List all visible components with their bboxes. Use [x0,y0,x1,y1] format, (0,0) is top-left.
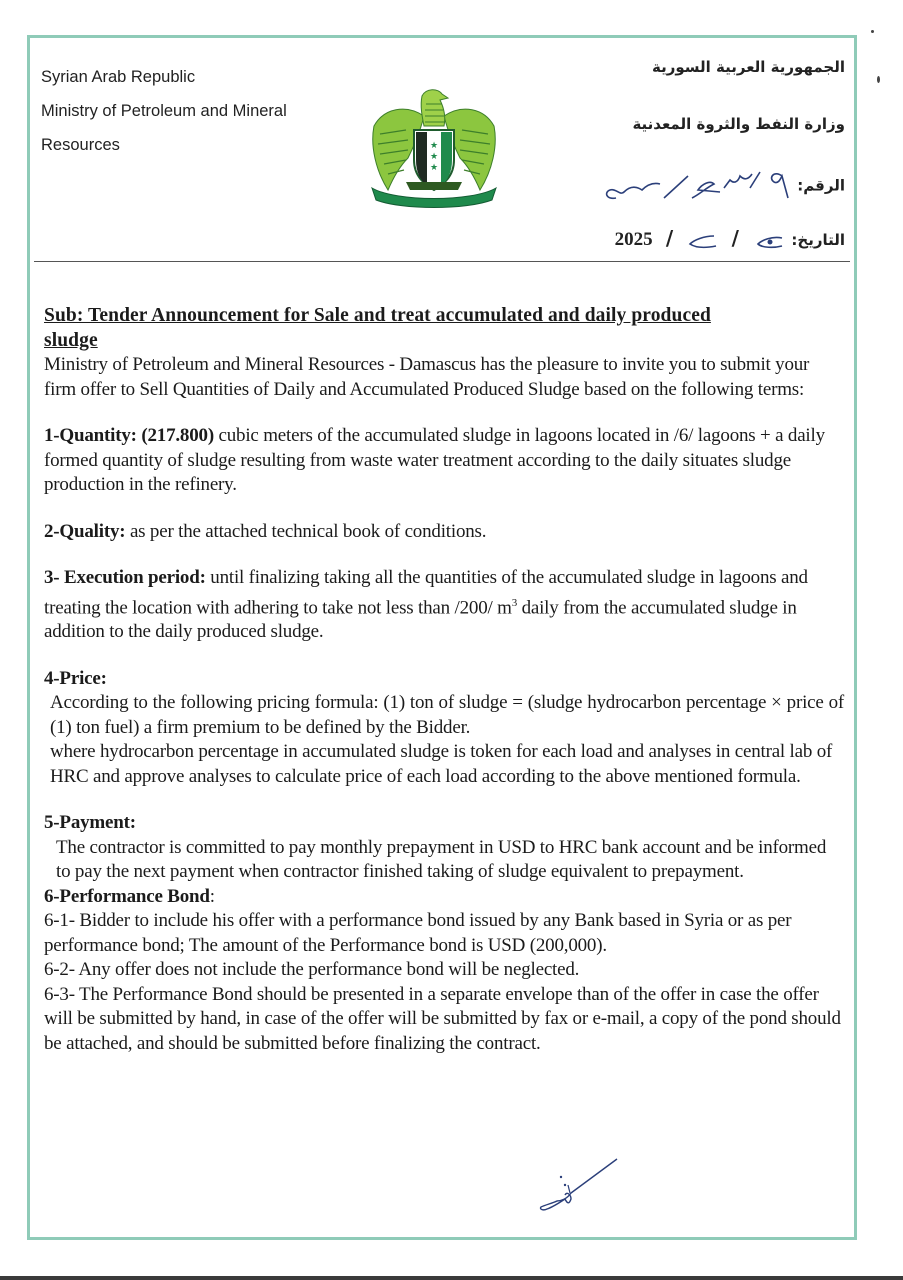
reference-number-row [602,166,845,223]
term-performance-bond: 6-Performance Bond: 6-1- Bidder to include his offer with a performance bond issued by any Bank based in Syria or as per performance bond; The amount of the Performance bond is USD (200,000). 6-2- Any offer does not include the performance bond will be neglected. 6-3- The Performance Bond should be presented in a separate envelope than of the offer in case the offer will be submitted by hand, in case of the offer will be submitted by fax or e-mail, a copy of the pond should be attached, and should be submitted before finalizing the contract. [44,885,844,1057]
reference-label: الرقم: [797,176,845,195]
ministry-name-ar: وزارة النفط والثروة المعدنية [632,115,845,133]
price-formula: According to the following pricing formula: (1) ton of sludge = (sludge hydrocarbon percentage × price of (1) ton fuel) a firm premium to be defined by the Bidder. [50,692,844,738]
header-divider [34,261,850,262]
term-heading: 1-Quantity: (217.800) [44,425,214,446]
date-label: التاريخ: [791,231,845,249]
date-row [602,223,845,280]
handwritten-signature [535,1155,625,1215]
term-heading: 5-Payment: [44,812,136,834]
letter-body [44,304,844,1056]
term-heading: 6-Performance Bond [44,885,210,907]
syrian-eagle-emblem-icon [366,86,502,208]
price-analysis: where hydrocarbon percentage in accumulated sludge is token for each load and analyses in central lab of HRC and approve analyses to calculate price of each load according to the above mentioned formula. [50,741,833,787]
term-execution-period: 3- Execution period: until finalizing taking all the quantities of the accumulated sludge in lagoons and treating the location with adhering to take not less than /200/ $m^3$ daily from the accumulated sludge in addition to the daily produced sludge. [44,567,808,643]
scan-speck [871,30,874,33]
bond-item-6-3: 6-3- The Performance Bond should be presented in a separate envelope than of the offer in case the offer will be submitted by hand, in case of the offer will be submitted by fax or e-mail, a copy of the pond should be attached, and should be submitted before finalizing the contract. [44,983,841,1054]
handwritten-reference-number [602,166,792,206]
term-heading: 3- Execution period: [44,567,206,588]
svg-text:★: ★ [429,162,439,172]
scan-bottom-edge [0,1276,903,1280]
term-heading: 4-Price: [44,667,107,689]
term-quantity: 1-Quantity: (217.800) cubic meters of the accumulated sludge in lagoons located in /6/ lagoons + a daily formed quantity of sludge resulting from waste water treatment according to the daily situates sludge production in the refinery. [44,425,825,495]
term-payment [44,811,844,885]
intro-paragraph: Ministry of Petroleum and Mineral Resources - Damascus has the pleasure to invite you to submit your firm offer to Sell Quantities of Daily and Accumulated Produced Sludge based on the following terms: [44,354,810,400]
handwritten-date-day [752,230,786,252]
svg-text:★: ★ [429,140,439,150]
date-separator: / [731,226,739,250]
ministry-name-en-line2: Resources [41,136,120,154]
ministry-name-en-line1: Ministry of Petroleum and Mineral [41,102,287,120]
subject-line: Sub: Tender Announcement for Sale and treat accumulated and daily produced sludge [44,305,711,351]
date-separator: / [665,226,674,250]
arabic-letterhead [602,52,845,280]
svg-text:★: ★ [429,151,439,161]
bond-item-6-1: 6-1- Bidder to include his offer with a performance bond issued by any Bank based in Syria or as per performance bond; The amount of the Performance bond is USD (200,000). [44,910,792,956]
bond-item-6-2: 6-2- Any offer does not include the performance bond will be neglected. [44,959,580,981]
term-quality: 2-Quality: as per the attached technical book of conditions. [44,520,487,542]
date-year: 2025 [614,229,653,250]
scan-speck [877,76,880,83]
term-price [44,667,844,790]
handwritten-date-month [686,230,718,252]
country-name-ar: الجمهورية العربية السورية [652,58,845,76]
payment-text: The contractor is committed to pay monthly prepayment in USD to HRC bank account and be informed to pay the next payment when contractor finished taking of sludge equivalent to prepayment. [56,836,827,883]
country-name-en: Syrian Arab Republic [41,68,196,86]
term-heading: 2-Quality: [44,520,126,542]
english-letterhead [41,66,287,168]
